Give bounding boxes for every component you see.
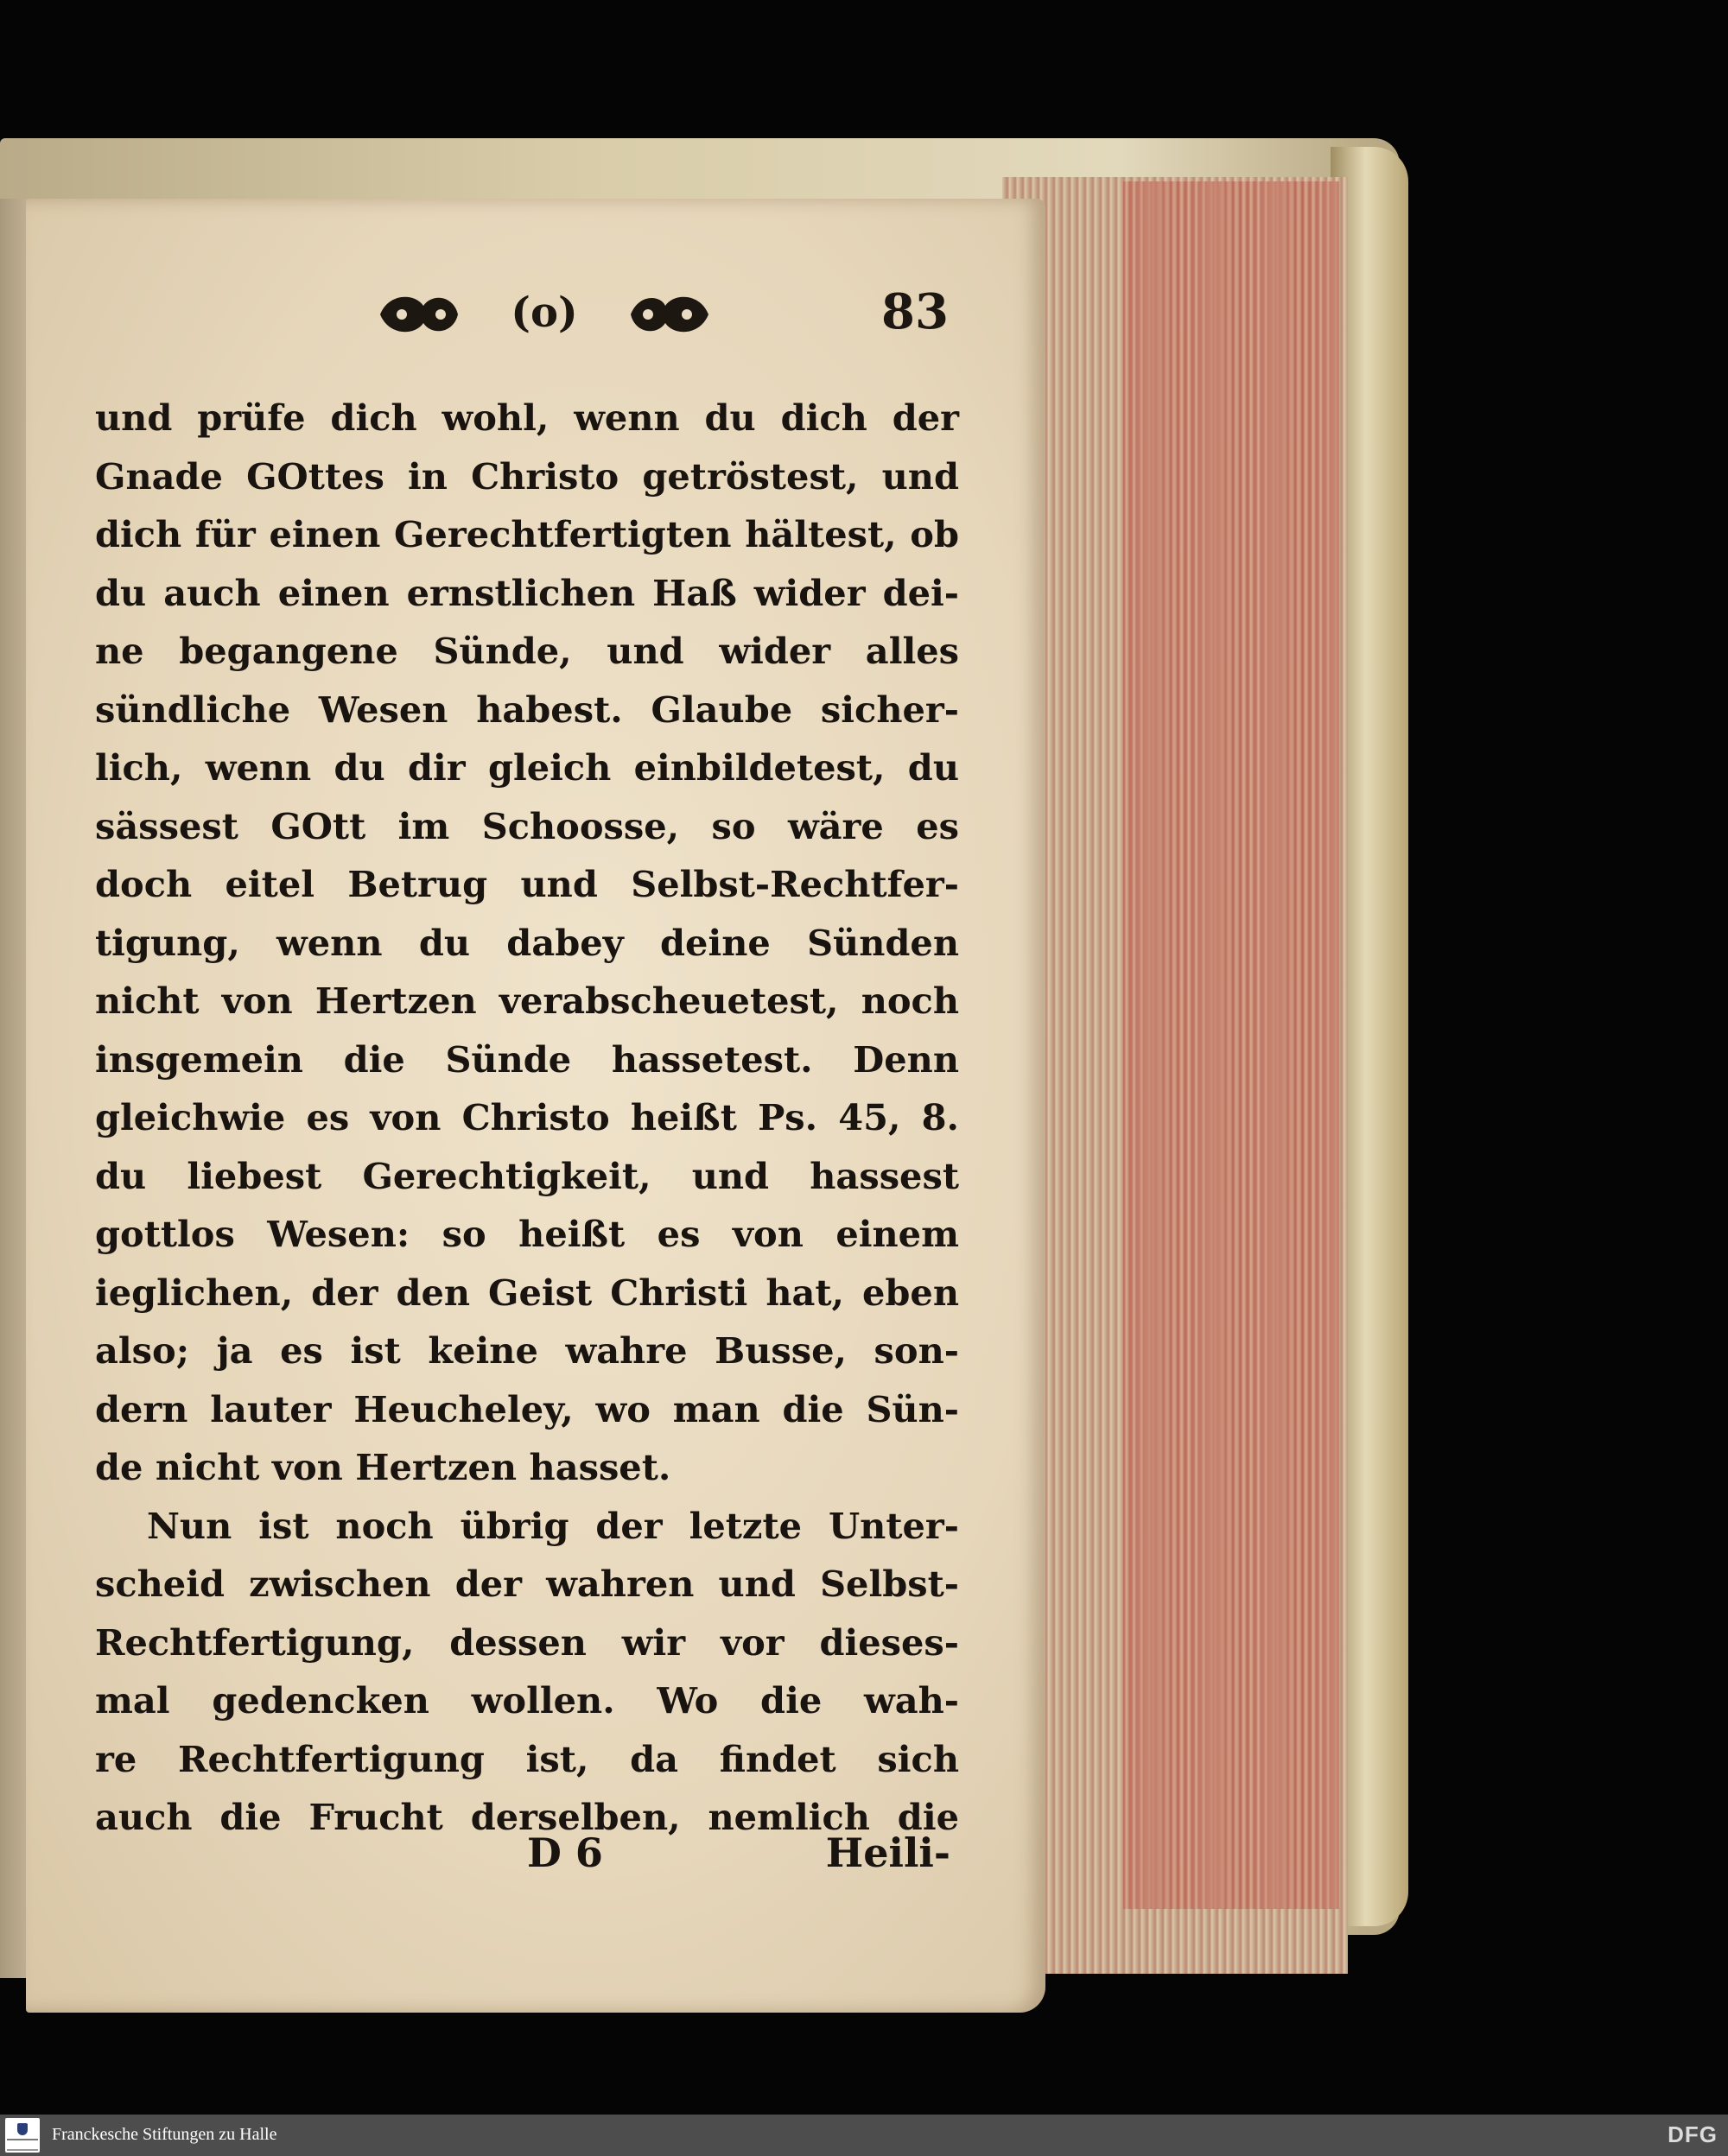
- red-fore-edge: [1123, 181, 1339, 1909]
- text-line: und prüfe dich wohl, wenn du dich der: [95, 396, 959, 439]
- text-line: auch die Frucht derselben, nemlich die: [95, 1796, 959, 1838]
- header-ornament-icon: [372, 289, 717, 340]
- viewer-footer-bar: [0, 2115, 1728, 2156]
- page-number: 83: [881, 283, 949, 340]
- text-line: de nicht von Hertzen hasset.: [95, 1446, 671, 1488]
- catchword: Heili-: [825, 1829, 950, 1876]
- text-line: du liebest Gerechtigkeit, und hassest: [95, 1154, 959, 1197]
- text-line: dich für einen Gerechtfertigten hältest, ob: [95, 513, 959, 555]
- text-line: dern lauter Heucheley, wo man die Sün-: [95, 1387, 959, 1430]
- text-line: ne begangene Sünde, und wider alles: [95, 630, 959, 672]
- institution-name[interactable]: Franckesche Stiftungen zu Halle: [52, 2125, 277, 2144]
- text-line: Nun ist noch übrig der letzte Unter-: [147, 1504, 959, 1547]
- text-line: nicht von Hertzen verabscheuetest, noch: [95, 980, 959, 1022]
- institution-logo-icon[interactable]: [5, 2118, 40, 2153]
- page-body-text: [95, 389, 959, 1847]
- svg-text:(o): (o): [511, 289, 578, 337]
- text-line: scheid zwischen der wahren und Selbst-: [95, 1563, 959, 1605]
- text-line: mal gedencken wollen. Wo die wah-: [95, 1679, 959, 1722]
- text-line: Gnade GOttes in Christo getröstest, und: [95, 454, 959, 498]
- text-line: insgemein die Sünde hassetest. Denn: [95, 1037, 959, 1081]
- text-line: re Rechtfertigung ist, da findet sich: [95, 1737, 959, 1780]
- text-line: doch eitel Betrug und Selbst-Rechtfer-: [95, 863, 959, 905]
- signature-mark: D 6: [527, 1829, 603, 1876]
- text-line: sündliche Wesen habest. Glaube sicher-: [95, 688, 959, 731]
- page-header: [346, 276, 950, 354]
- text-line: du auch einen ernstlichen Haß wider dei-: [95, 571, 959, 614]
- text-line: ieglichen, der den Geist Christi hat, eben: [95, 1271, 959, 1314]
- text-line: gleichwie es von Christo heißt Ps. 45, 8.: [95, 1096, 959, 1138]
- text-line: sässest GOtt im Schoosse, so wäre es: [95, 804, 959, 847]
- text-line: Rechtfertigung, dessen wir vor dieses-: [95, 1620, 959, 1664]
- dfg-logo[interactable]: DFG: [1668, 2121, 1718, 2147]
- text-line: tigung, wenn du dabey deine Sünden: [95, 921, 959, 964]
- text-line: also; ja es ist keine wahre Busse, son-: [95, 1329, 959, 1372]
- page-footer-line: [527, 1829, 950, 1899]
- text-line: lich, wenn du dir gleich einbildetest, du: [95, 746, 959, 789]
- text-line: gottlos Wesen: so heißt es von einem: [95, 1213, 959, 1255]
